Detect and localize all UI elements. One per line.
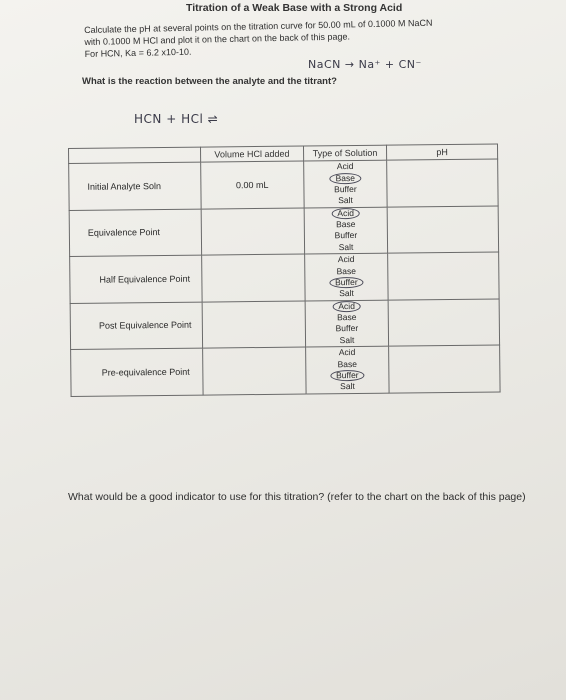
solution-type-cell bbox=[305, 253, 389, 300]
ph-cell bbox=[387, 205, 498, 253]
volume-cell bbox=[202, 347, 306, 395]
ph-cell bbox=[388, 252, 499, 300]
row-label: Pre-equivalence Point bbox=[101, 366, 190, 378]
ph-cell bbox=[388, 298, 499, 346]
solution-type-options bbox=[305, 207, 388, 253]
ph-cell bbox=[389, 345, 500, 393]
solution-type-option: Acid bbox=[337, 254, 355, 265]
solution-type-cell bbox=[304, 160, 388, 207]
row-label: Post Equivalence Point bbox=[98, 319, 192, 331]
solution-type-option: Buffer bbox=[335, 322, 359, 334]
row-label-cell bbox=[71, 348, 203, 396]
solution-type-option: Salt bbox=[338, 241, 354, 252]
solution-type-option: Buffer bbox=[334, 183, 357, 194]
instructions-line-3: For HCN, Ka = 6.2 x10-10. bbox=[84, 46, 192, 59]
row-label-cell bbox=[69, 209, 201, 257]
header-volume: Volume HCl added bbox=[200, 146, 303, 162]
solution-type-option: Base bbox=[336, 311, 357, 322]
solution-type-options bbox=[306, 347, 389, 393]
instructions-block bbox=[84, 15, 515, 60]
table-body bbox=[69, 159, 500, 396]
table-row bbox=[69, 205, 498, 256]
volume-cell: 0.00 mL bbox=[200, 161, 304, 209]
table-row bbox=[70, 252, 499, 303]
solution-type-option: Acid bbox=[338, 347, 356, 358]
solution-type-options bbox=[305, 254, 388, 300]
table-row bbox=[71, 345, 500, 396]
solution-type-option: Base bbox=[336, 218, 356, 229]
reaction-question: What is the reaction between the analyte and the titrant? bbox=[82, 76, 337, 87]
solution-type-option: Base bbox=[330, 172, 361, 183]
header-type: Type of Solution bbox=[303, 145, 386, 161]
handwritten-equation: HCN + HCl ⇌ bbox=[134, 112, 219, 126]
solution-type-cell bbox=[306, 346, 390, 393]
handwritten-dissociation: NaCN → Na⁺ + CN⁻ bbox=[308, 58, 422, 71]
volume-cell bbox=[201, 208, 305, 256]
row-label: Half Equivalence Point bbox=[99, 273, 191, 285]
solution-type-option: Salt bbox=[339, 334, 355, 345]
solution-type-cell bbox=[304, 207, 388, 254]
solution-type-option: Buffer bbox=[330, 370, 365, 381]
solution-type-option: Buffer bbox=[329, 277, 364, 288]
instructions-line-2: with 0.1000 M HCl and plot it on the chart on the back of this page. bbox=[84, 31, 351, 47]
solution-type-options bbox=[306, 300, 389, 346]
solution-type-option: Base bbox=[337, 358, 357, 369]
titration-table bbox=[68, 143, 501, 396]
row-label: Equivalence Point bbox=[87, 227, 161, 239]
volume-cell bbox=[201, 254, 305, 302]
row-label: Initial Analyte Soln bbox=[87, 180, 161, 192]
solution-type-option: Acid bbox=[332, 300, 361, 311]
solution-type-option: Salt bbox=[340, 381, 355, 392]
header-ph: pH bbox=[387, 144, 498, 160]
solution-type-option: Acid bbox=[336, 161, 354, 172]
row-label-cell bbox=[70, 255, 202, 303]
table-row bbox=[70, 298, 499, 349]
worksheet-title: Titration of a Weak Base with a Strong Acid bbox=[186, 2, 403, 14]
solution-type-option: Acid bbox=[331, 207, 360, 218]
solution-type-option: Buffer bbox=[334, 229, 358, 241]
table-row bbox=[69, 159, 498, 210]
solution-type-options bbox=[304, 161, 387, 207]
ph-cell bbox=[387, 159, 498, 207]
solution-type-option: Base bbox=[336, 265, 356, 276]
solution-type-option: Salt bbox=[338, 195, 353, 206]
indicator-question: What would be a good indicator to use for this titration? (refer to the chart on the back of this page) bbox=[68, 491, 526, 503]
row-label-cell bbox=[70, 302, 202, 350]
instructions-line-1: Calculate the pH at several points on the titration curve for 50.00 mL of 0.1000 M NaCN bbox=[84, 17, 433, 35]
solution-type-option: Salt bbox=[339, 288, 354, 299]
solution-type-cell bbox=[305, 300, 389, 347]
header-label bbox=[69, 147, 201, 163]
volume-cell bbox=[202, 301, 306, 349]
row-label-cell bbox=[69, 162, 201, 210]
